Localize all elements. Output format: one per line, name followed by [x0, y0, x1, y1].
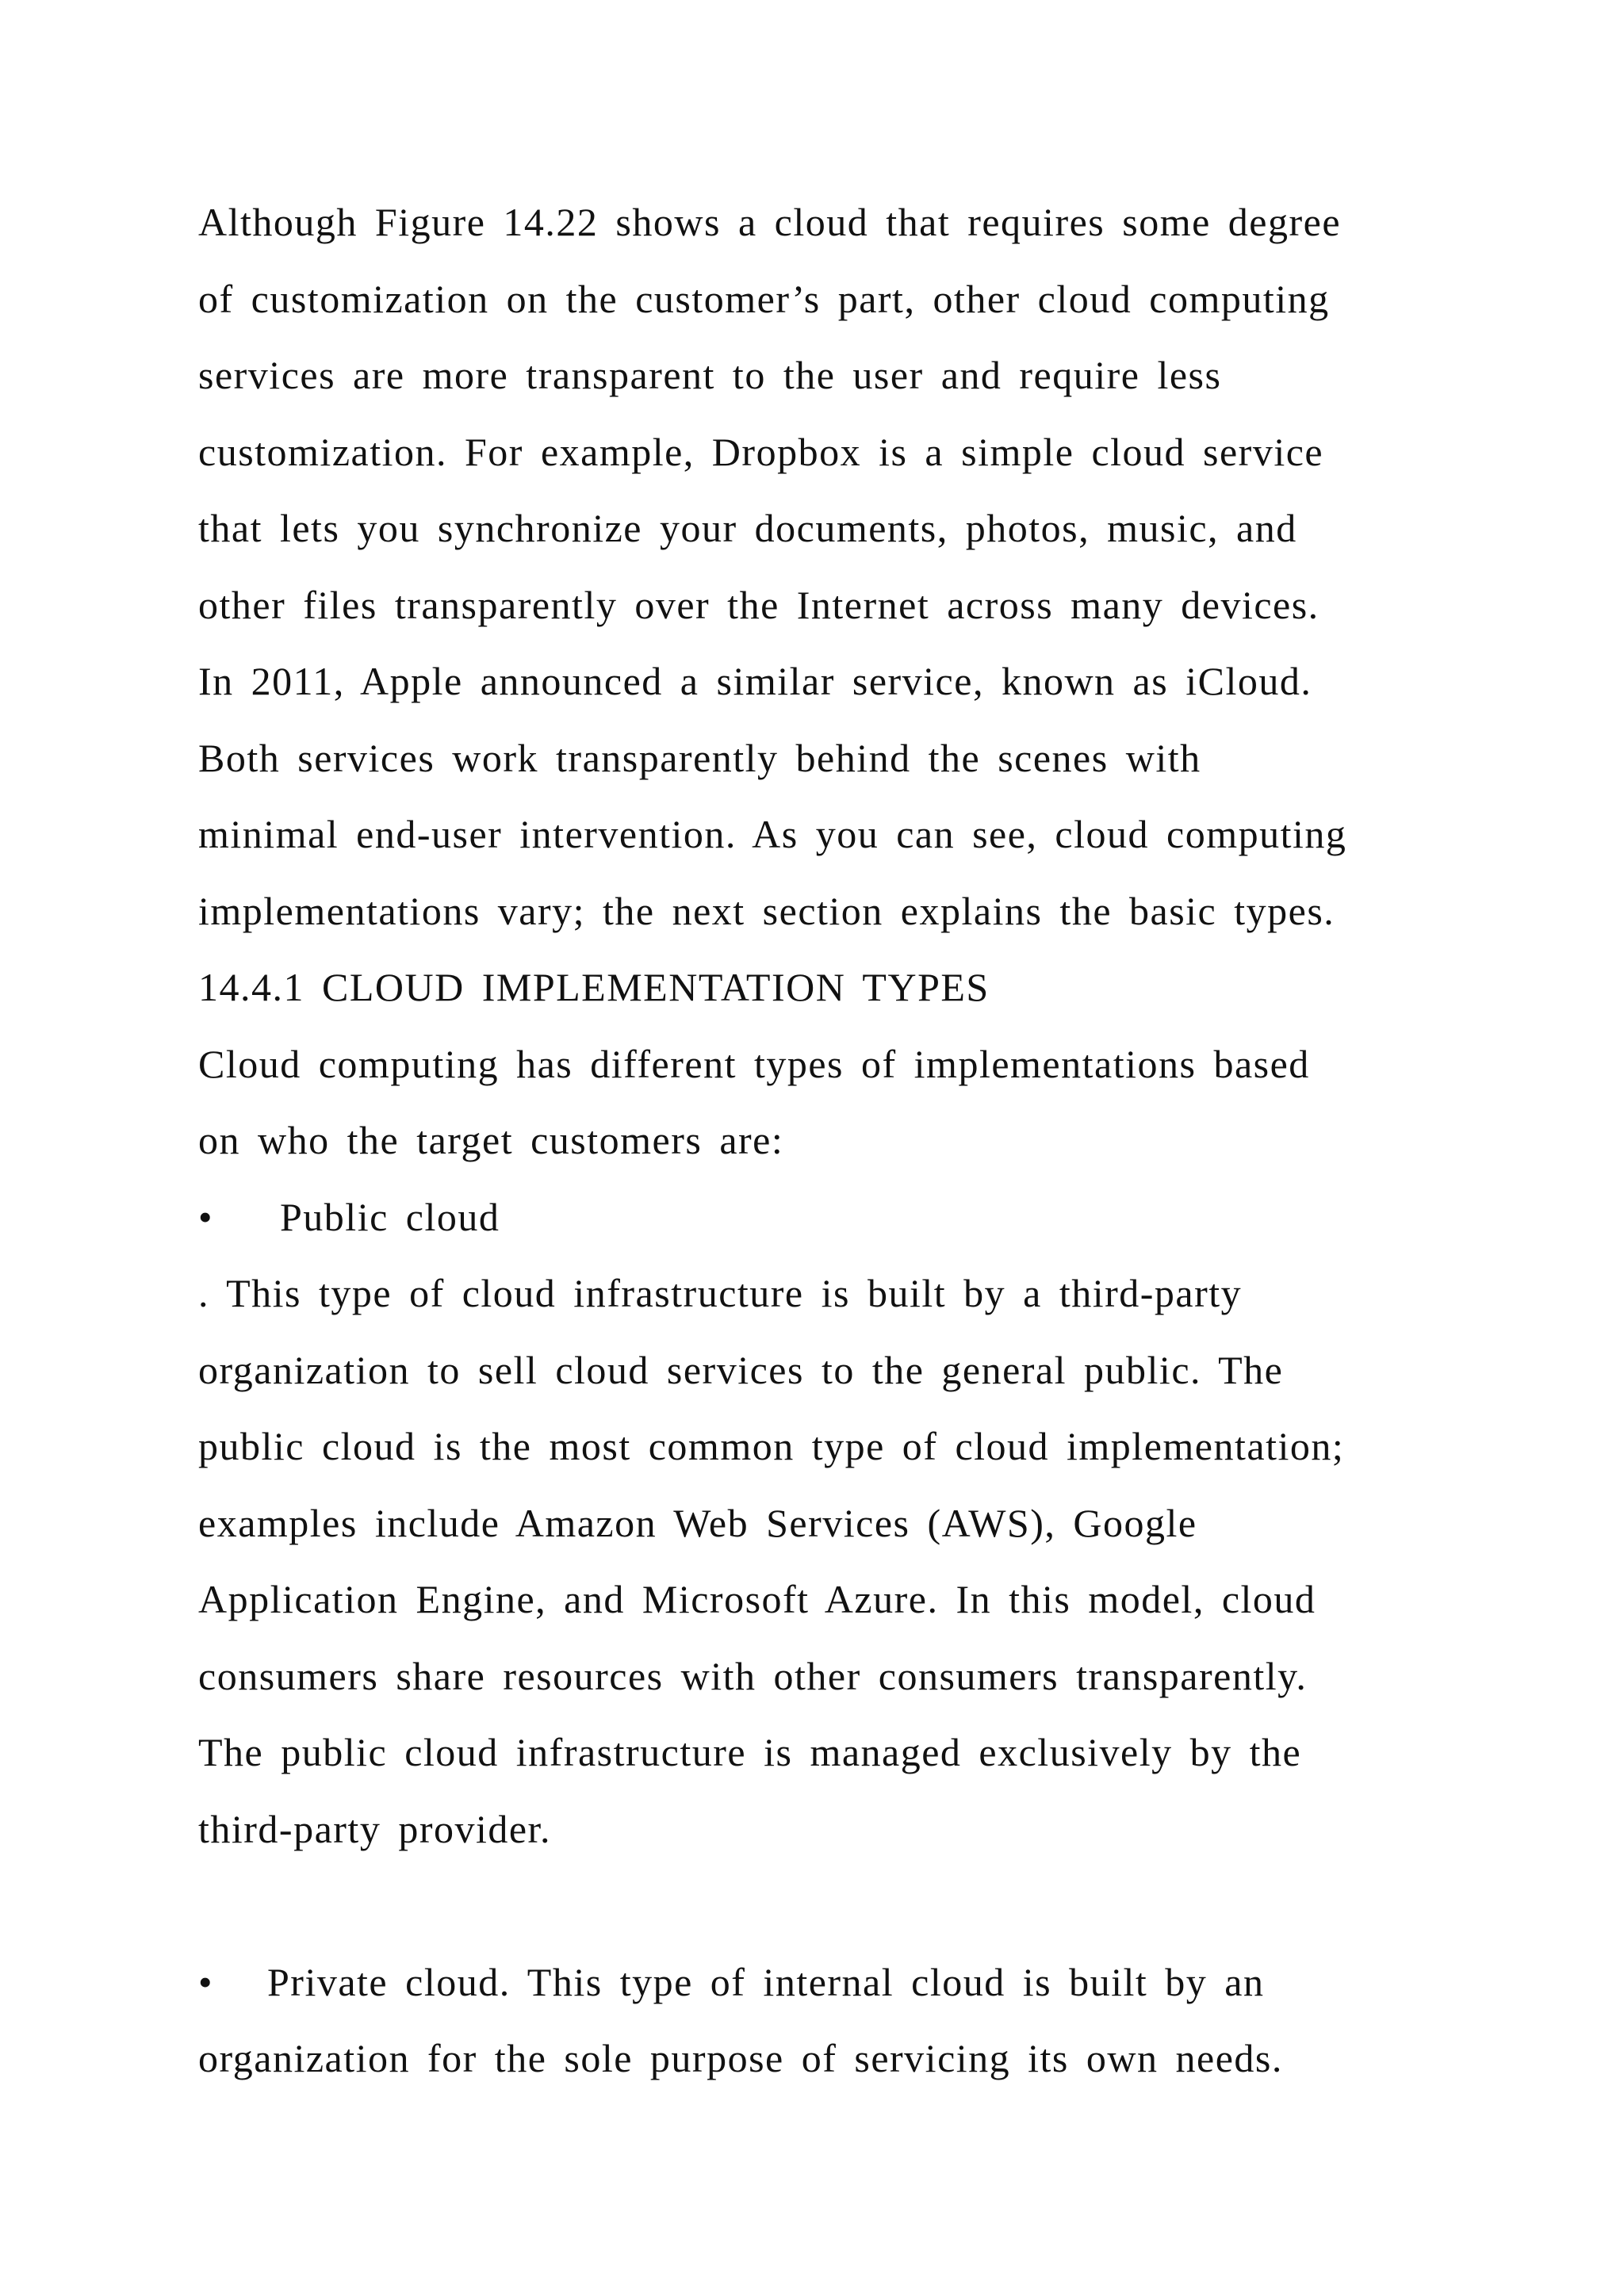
text-line: services are more transparent to the user and require less [198, 353, 1222, 397]
bullet-line [198, 1944, 1435, 2021]
text-line: consumers share resources with other consumers transparently. [198, 1653, 1308, 1698]
text-line: minimal end-user intervention. As you can see, cloud computing [198, 812, 1347, 856]
text-line: examples include Amazon Web Services (AWS), Google [198, 1500, 1197, 1545]
text-line: Although Figure 14.22 shows a cloud that requires some degree [198, 200, 1342, 244]
blank-line [198, 1867, 1435, 1944]
text-line: organization to sell cloud services to the general public. The [198, 1347, 1284, 1392]
text-line: implementations vary; the next section explains the basic types. [198, 888, 1335, 933]
bullet-line [198, 1179, 1435, 1256]
text-line: The public cloud infrastructure is managed exclusively by the [198, 1730, 1302, 1774]
text-line: customization. For example, Dropbox is a simple cloud service [198, 429, 1324, 474]
list-item-label: Public cloud [280, 1194, 500, 1239]
section-heading: 14.4.1 CLOUD IMPLEMENTATION TYPES [198, 965, 990, 1009]
text-line: Application Engine, and Microsoft Azure. In this model, cloud [198, 1577, 1316, 1621]
bullet-icon: • [198, 1959, 214, 2004]
list-item-private-cloud [198, 1944, 1435, 2097]
paragraph-intro [198, 1026, 1435, 1179]
bullet-icon: • [198, 1194, 214, 1239]
list-item-label: Private cloud. This type of internal cloud is built by an [267, 1959, 1265, 2004]
text-line: public cloud is the most common type of cloud implementation; [198, 1424, 1345, 1468]
text-line: Both services work transparently behind the scenes with [198, 735, 1201, 780]
text-line: In 2011, Apple announced a similar service, known as iCloud. [198, 659, 1312, 703]
text-line: . This type of cloud infrastructure is built by a third-party [198, 1271, 1243, 1315]
text-line: that lets you synchronize your documents, photos, music, and [198, 506, 1297, 550]
text-line: organization for the sole purpose of servicing its own needs. [198, 2036, 1283, 2080]
text-line: on who the target customers are: [198, 1118, 784, 1162]
body-text [198, 184, 1435, 2097]
list-item-public-cloud [198, 1179, 1435, 1868]
text-line: other files transparently over the Internet across many devices. [198, 582, 1320, 627]
text-line: Cloud computing has different types of implementations based [198, 1041, 1310, 1086]
paragraph-cloud-customization [198, 184, 1435, 949]
text-line: of customization on the customer’s part, other cloud computing [198, 276, 1330, 321]
text-line: third-party provider. [198, 1806, 551, 1851]
